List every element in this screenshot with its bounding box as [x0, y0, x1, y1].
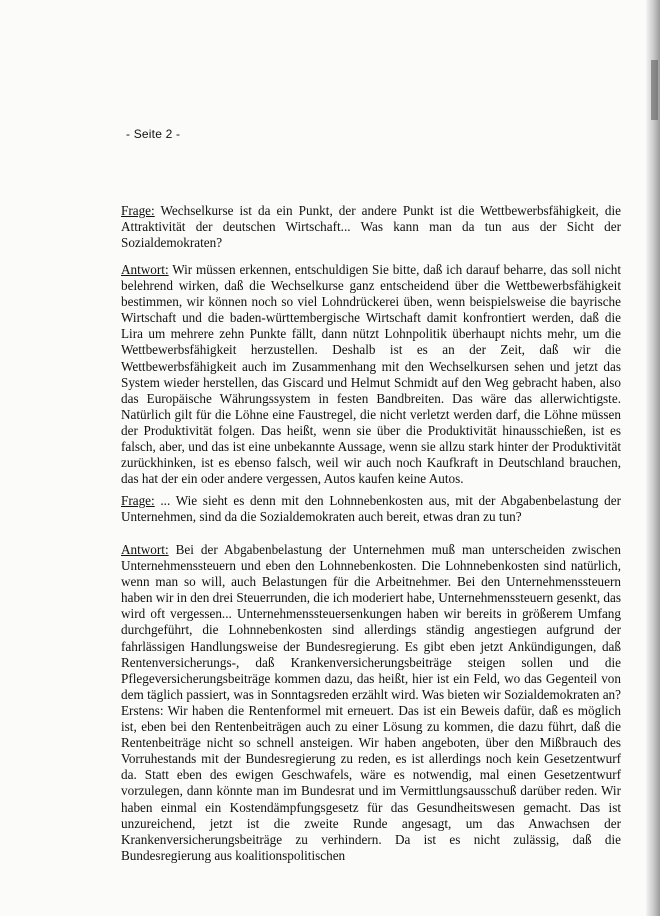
question-paragraph-1	[121, 203, 621, 251]
scan-edge-mark	[651, 60, 658, 120]
answer-text: Bei der Abgabenbelastung der Unternehmen muß man unterscheiden zwischen Unternehmenssteuern und eben den Lohnnebenkosten. Die Lohnnebenkosten sind natürlich, wenn man so will, auch Belastungen für die Arbeitnehmer. Bei den Unternehmenssteuern haben wir in den drei Steuerrunden, die ich moderiert habe, Unternehmenssteuern gesenkt, das wird oft vergessen... Unternehmenssteuersenkungen haben wir bereits in größerem Umfang durchgeführt, die Lohnnebenkosten sind allerdings ständig angestiegen aufgrund der fahrlässigen Handlungsweise der Bundesregierung. Es gibt eben jetzt Ankündigungen, daß Rentenversicherungs-, daß Krankenversicherungsbeiträge steigen sollen und die Pflegeversicherungsbeiträge kommen dazu, das heißt, hier ist ein Feld, wo das Gegenteil von dem täglich passiert, was in Sonntagsreden erzählt wird. Was bieten wir Sozialdemokraten an? Erstens: Wir haben die Rentenformel mit erneuert. Das ist ein Beweis dafür, daß es möglich ist, eben bei den Rentenbeiträgen auch zu einer Lösung zu kommen, die dazu führt, daß die Rentenbeiträge nicht so schnell ansteigen. Wir haben angeboten, über den Mißbrauch des Vorruhestands mit der Bundesregierung zu reden, es ist allerdings noch kein Gesetzentwurf da. Statt eben des ewigen Geschwafels, wäre es notwendig, mal einen Gesetzentwurf vorzulegen, dann könnte man im Bundesrat und im Vermittlungsausschuß darüber reden. Wir haben einmal ein Kostendämpfungsgesetz für das Gesundheitswesen gemacht. Das ist unzureichend, jetzt ist die zweite Runde angesagt, um das Anwachsen der Krankenversicherungsbeiträge zu verhindern. Da ist es nicht zulässig, daß die Bundesregierung aus koalitionspolitischen	[121, 542, 621, 863]
question-text: Wechselkurse ist da ein Punkt, der andere Punkt ist die Wettbewerbsfähigkeit, die Attraktivität der deutschen Wirtschaft... Was kann man da tun aus der Sicht der Sozialdemokraten?	[121, 203, 621, 251]
speaker-label: Antwort:	[121, 542, 169, 557]
answer-text: Wir müssen erkennen, entschuldigen Sie bitte, daß ich darauf beharre, das soll nicht belehrend wirken, daß die Wechselkurse ganz entscheidend über die Wettbewerbsfähigkeit bestimmen, wir können noch so viel Lohndrückerei üben, wenn beispielsweise die bayrische Wirtschaft und die baden-württembergische Wirtschaft damit konfrontiert werden, daß die Lira um mehrere zehn Punkte fällt, dann nützt Lohnpolitik überhaupt nichts mehr, um die Wettbewerbsfähigkeit herzustellen. Deshalb ist es an der Zeit, daß wir die Wettbewerbsfähigkeit auch im Zusammenhang mit den Wechselkursen sehen und jetzt das System wieder herstellen, das Giscard und Helmut Schmidt auf den Weg gebracht haben, also das Europäische Währungssystem in festen Bandbreiten. Das wäre das allerwichtigste. Natürlich gilt für die Löhne eine Faustregel, die nicht verletzt werden darf, die Löhne müssen der Produktivität folgen. Das heißt, wenn sie über die Produktivität hinausschießen, ist es falsch, aber, und das ist eine unbekannte Aussage, wenn sie allzu stark hinter der Produktivität zurückhinken, ist es ebenso falsch, weil wir auch noch Kaufkraft in Deutschland brauchen, das hat der ein oder andere vergessen, Autos kaufen keine Autos.	[121, 262, 621, 487]
answer-paragraph-1	[121, 262, 621, 487]
scan-edge-shadow	[646, 0, 660, 916]
speaker-label: Frage:	[121, 203, 155, 218]
question-text: ... Wie sieht es denn mit den Lohnnebenkosten aus, mit der Abgabenbelastung der Unternehmen, sind da die Sozialdemokraten auch bereit, etwas dran zu tun?	[121, 493, 621, 525]
speaker-label: Frage:	[121, 493, 155, 508]
question-paragraph-2	[121, 493, 621, 525]
speaker-label: Antwort:	[121, 262, 169, 277]
answer-paragraph-2	[121, 542, 621, 864]
page-number-header: - Seite 2 -	[126, 127, 181, 141]
